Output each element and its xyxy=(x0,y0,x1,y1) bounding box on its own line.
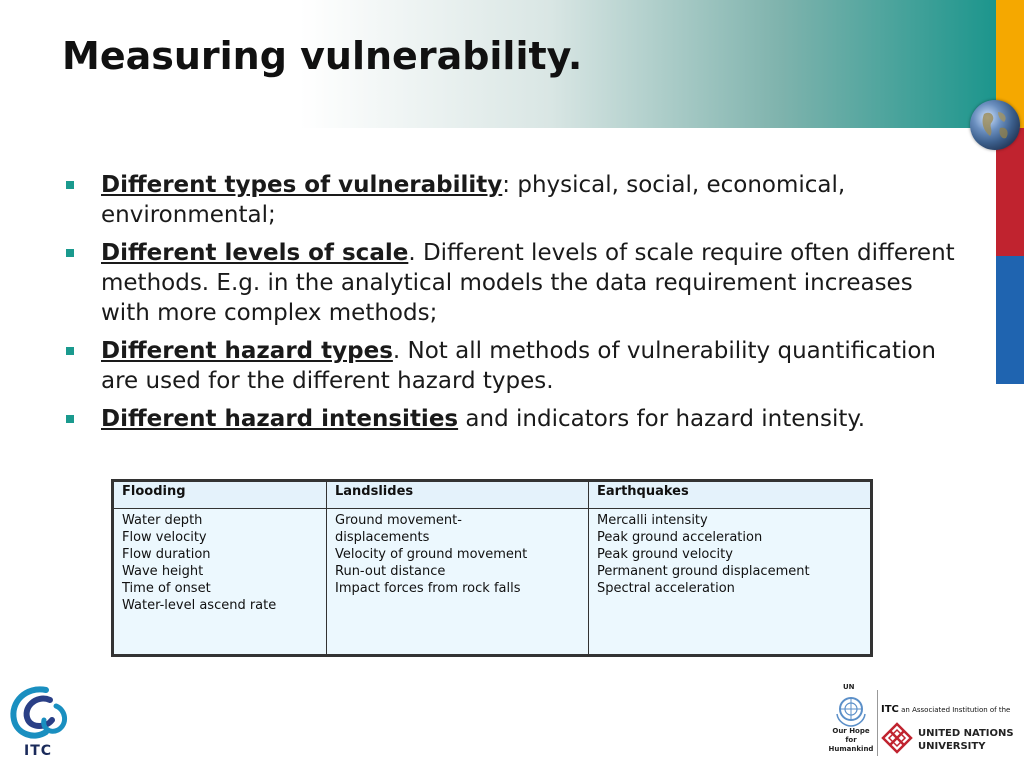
flooding-cell xyxy=(114,509,327,655)
square-bullet-icon xyxy=(66,347,74,355)
bullet-item xyxy=(64,404,964,434)
itc-association-text xyxy=(881,704,1010,715)
partner-logos xyxy=(826,682,1016,762)
bullet-text: and indicators for hazard intensity. xyxy=(458,406,866,432)
bullet-text: . Not all methods of vulnerability quantification are used for the different hazard types. xyxy=(101,338,937,394)
cell-line: Run-out distance xyxy=(335,564,446,579)
column-header-landslides: Landslides xyxy=(327,482,589,509)
bullet-text: . Different levels of scale require often different methods. E.g. in the analytical models the data requirement increases with more complex methods; xyxy=(101,240,955,326)
cell-line: Permanent ground displacement xyxy=(597,564,810,579)
bullet-item xyxy=(64,170,964,230)
bullet-term: Different hazard types xyxy=(101,338,393,364)
bullet-item xyxy=(64,336,964,396)
itc-logo-text: ITC xyxy=(24,743,53,759)
square-bullet-icon xyxy=(66,415,74,423)
cell-line: Water-level ascend rate xyxy=(122,598,277,613)
bullet-term: Different hazard intensities xyxy=(101,406,459,432)
table-row xyxy=(114,509,871,655)
square-bullet-icon xyxy=(66,249,74,257)
assoc-text: an Associated Institution of the xyxy=(901,706,1011,714)
bullet-item xyxy=(64,238,964,328)
un-label: UN xyxy=(843,683,855,691)
hazard-intensity-table xyxy=(111,479,873,657)
cell-line: Peak ground acceleration xyxy=(597,530,763,545)
un-slogan: Our Hope for Humankind xyxy=(828,727,874,753)
cell-line: Flow duration xyxy=(122,547,211,562)
cell-line: Water depth xyxy=(122,513,203,528)
cell-line: Wave height xyxy=(122,564,204,579)
itc-label: ITC xyxy=(881,704,899,715)
column-header-flooding: Flooding xyxy=(114,482,327,509)
bullet-term: Different types of vulnerability xyxy=(101,172,503,198)
unu-line-2: UNIVERSITY xyxy=(918,741,986,752)
cell-line: Ground movement- xyxy=(335,513,462,528)
divider xyxy=(877,690,878,756)
un-emblem-icon xyxy=(832,692,870,728)
cell-line: Time of onset xyxy=(122,581,211,596)
cell-line: Peak ground velocity xyxy=(597,547,733,562)
cell-line: Mercalli intensity xyxy=(597,513,708,528)
cell-line: Impact forces from rock falls xyxy=(335,581,521,596)
landslides-cell xyxy=(327,509,589,655)
cell-line: Spectral acceleration xyxy=(597,581,735,596)
unu-line-1: UNITED NATIONS xyxy=(918,728,1014,739)
bullet-term: Different levels of scale xyxy=(101,240,409,266)
earthquakes-cell xyxy=(589,509,871,655)
globe-icon xyxy=(970,100,1020,150)
square-bullet-icon xyxy=(66,181,74,189)
table-header-row xyxy=(114,482,871,509)
slide-title: Measuring vulnerability. xyxy=(62,34,583,78)
bullet-text: : physical, social, economical, environmental; xyxy=(101,172,846,228)
unu-emblem-icon xyxy=(881,722,913,754)
column-header-earthquakes: Earthquakes xyxy=(589,482,871,509)
unu-name xyxy=(918,727,1014,753)
accent-stripe-blue xyxy=(996,256,1024,384)
cell-line: Flow velocity xyxy=(122,530,207,545)
cell-line: displacements xyxy=(335,530,430,545)
cell-line: Velocity of ground movement xyxy=(335,547,528,562)
bullet-list xyxy=(64,170,964,442)
